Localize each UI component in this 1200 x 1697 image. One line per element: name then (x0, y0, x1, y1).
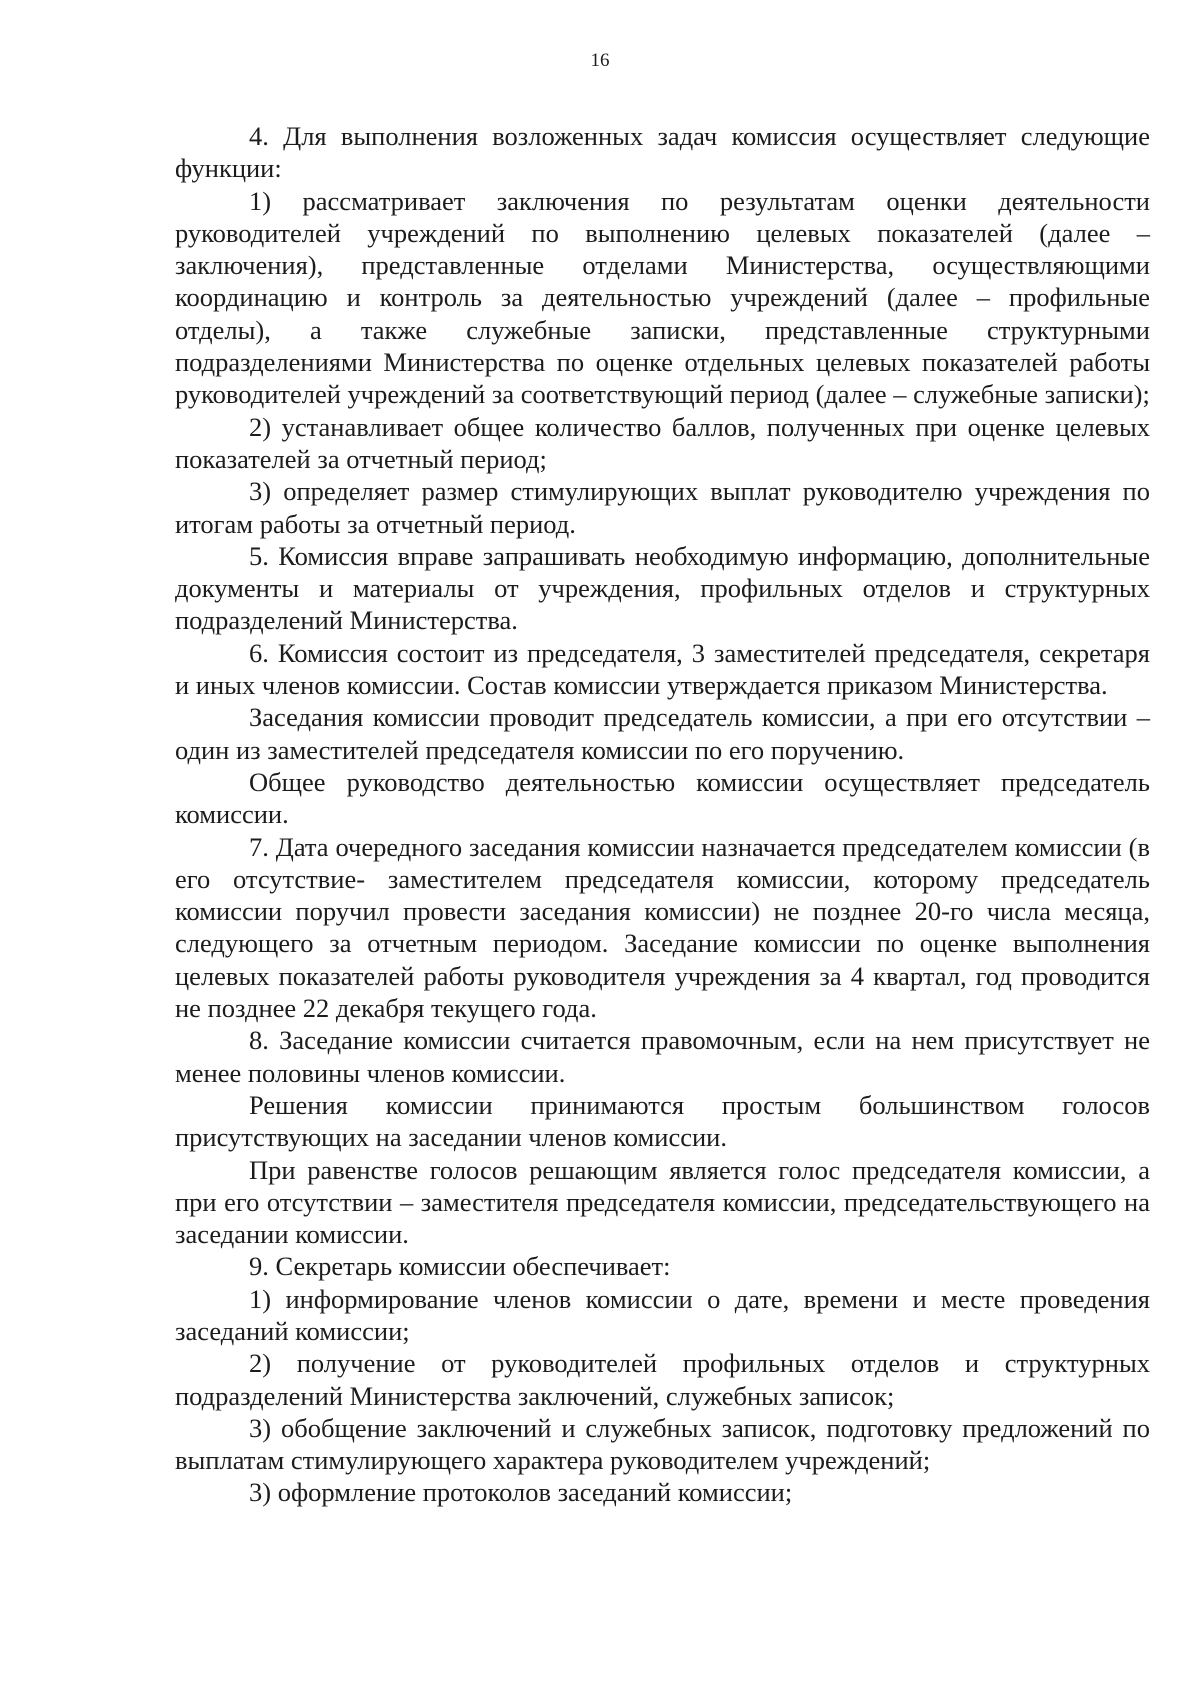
paragraph-functions-intro: 4. Для выполнения возложенных задач комиссия осуществляет следующие функции: (175, 121, 1150, 184)
paragraph-meetings-chair: Заседания комиссии проводит председатель комиссии, а при его отсутствии – один из заместителей председателя комиссии по его поручению. (175, 702, 1150, 765)
paragraph-function-1: 1) рассматривает заключения по результатам оценки деятельности руководителей учреждений по выполнению целевых показателей (далее – заключения), представленные отделами Министерства, осуществляющими координацию и контроль за деятельностью учреждений (далее – профильные отделы), а также служебные записки, представленные структурными подразделениями Министерства по оценке отдельных целевых показателей работы руководителей учреждений за соответствующий период (далее – служебные записки); (175, 185, 1150, 410)
paragraph-function-2: 2) устанавливает общее количество баллов, полученных при оценке целевых показателей за отчетный период; (175, 411, 1150, 474)
paragraph-item-7: 7. Дата очередного заседания комиссии назначается председателем комиссии (в его отсутствие- заместителем председателя комиссии, которому председатель комиссии поручил провести заседания комиссии) не позднее 20-го числа месяца, следующего за отчетным периодом. Заседание комиссии по оценке выполнения целевых показателей работы руководителя учреждения за 4 квартал, год проводится не позднее 22 декабря текущего года. (175, 831, 1150, 1024)
document-body (175, 120, 1150, 1509)
paragraph-secretary-1: 1) информирование членов комиссии о дате, времени и месте проведения заседаний комиссии; (175, 1283, 1150, 1346)
paragraph-item-5: 5. Комиссия вправе запрашивать необходимую информацию, дополнительные документы и материалы от учреждения, профильных отделов и структурных подразделений Министерства. (175, 540, 1150, 636)
page-number: 16 (590, 50, 610, 71)
paragraph-item-6: 6. Комиссия состоит из председателя, 3 заместителей председателя, секретаря и иных членов комиссии. Состав комиссии утверждается приказом Министерства. (175, 637, 1150, 701)
paragraph-decisions: Решения комиссии принимаются простым большинством голосов присутствующих на заседании членов комиссии. (175, 1089, 1150, 1153)
paragraph-item-9: 9. Секретарь комиссии обеспечивает: (249, 1251, 671, 1282)
paragraph-secretary-3: 3) обобщение заключений и служебных записок, подготовку предложений по выплатам стимулирующего характера руководителем учреждений; (175, 1412, 1150, 1476)
paragraph-general-management: Общее руководство деятельностью комиссии осуществляет председатель комиссии. (175, 766, 1150, 830)
paragraph-item-8: 8. Заседание комиссии считается правомочным, если на нем присутствует не менее половины членов комиссии. (175, 1025, 1150, 1088)
paragraph-tie-vote: При равенстве голосов решающим является голос председателя комиссии, а при его отсутствии – заместителя председателя комиссии, председательствующего на заседании комиссии. (175, 1154, 1150, 1250)
paragraph-secretary-2: 2) получение от руководителей профильных отделов и структурных подразделений Министерства заключений, служебных записок; (175, 1348, 1150, 1411)
paragraph-function-3: 3) определяет размер стимулирующих выплат руководителю учреждения по итогам работы за отчетный период. (175, 476, 1150, 539)
paragraph-secretary-4: 3) оформление протоколов заседаний комиссии; (249, 1477, 793, 1508)
